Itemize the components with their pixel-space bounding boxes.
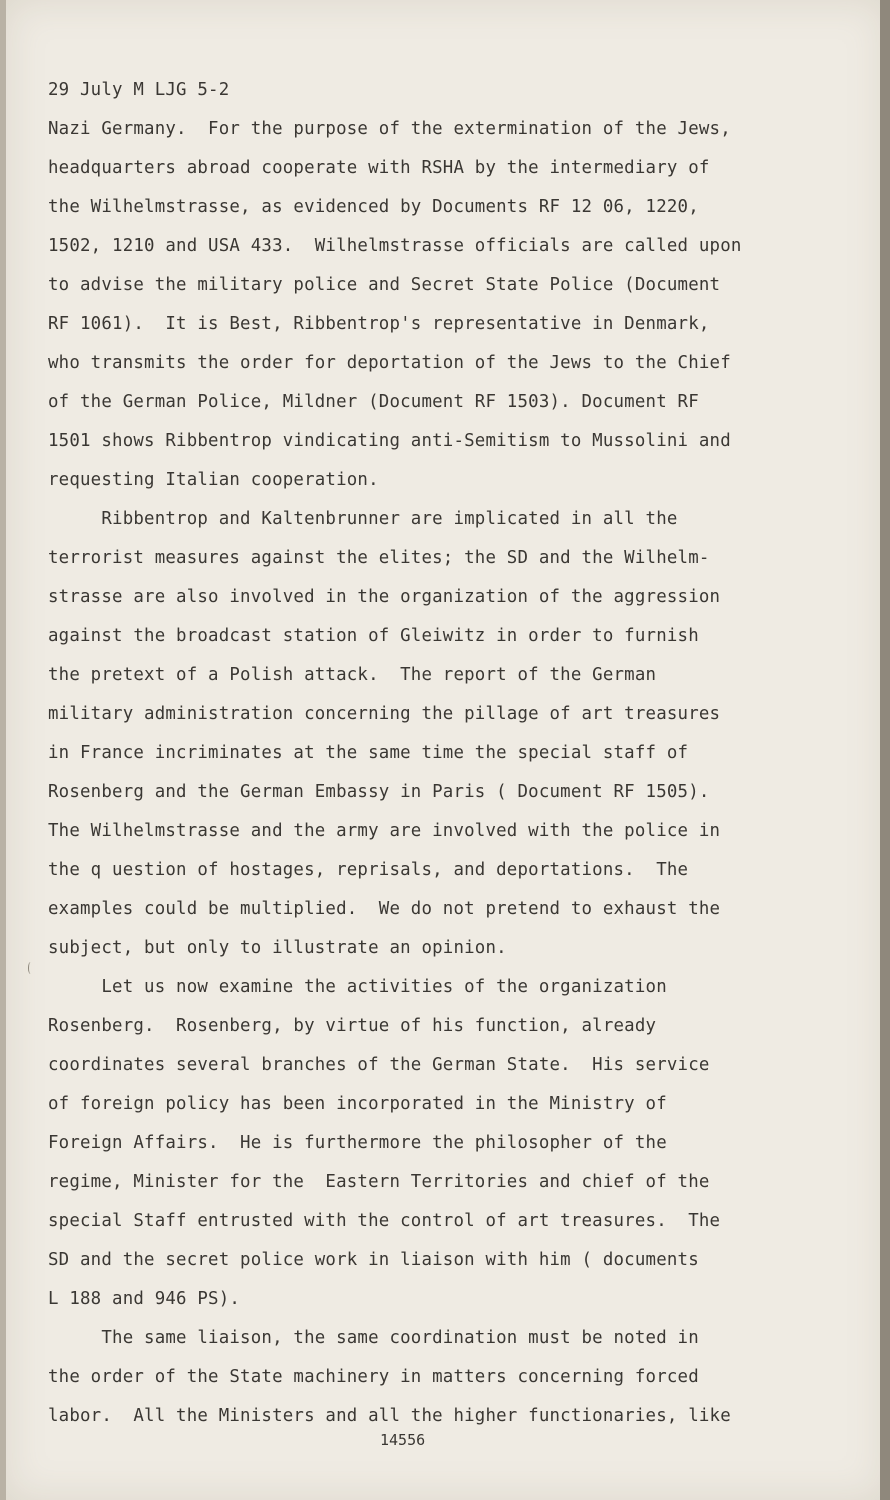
text-line: to advise the military police and Secret State Police (Document (48, 275, 721, 295)
text-line: against the broadcast station of Gleiwitz in order to furnish (48, 626, 699, 646)
text-line: Rosenberg and the German Embassy in Paris ( Document RF 1505). (48, 782, 710, 802)
text-line: the Wilhelmstrasse, as evidenced by Documents RF 12 06, 1220, (48, 197, 699, 217)
text-line: The same liaison, the same coordination must be noted in (48, 1328, 699, 1348)
page-number: 14556 (380, 1431, 426, 1449)
text-line: special Staff entrusted with the control of art treasures. The (48, 1211, 721, 1231)
text-line: Nazi Germany. For the purpose of the extermination of the Jews, (48, 119, 731, 139)
page-edge (880, 0, 890, 1500)
text-line: who transmits the order for deportation of the Jews to the Chief (48, 353, 731, 373)
text-line: coordinates several branches of the German State. His service (48, 1055, 710, 1075)
margin-mark (28, 962, 33, 974)
text-line: Foreign Affairs. He is furthermore the philosopher of the (48, 1133, 667, 1153)
text-line: regime, Minister for the Eastern Territories and chief of the (48, 1172, 710, 1192)
text-line: of the German Police, Mildner (Document RF 1503). Document RF (48, 392, 699, 412)
text-line: in France incriminates at the same time the special staff of (48, 743, 689, 763)
text-line: requesting Italian cooperation. (48, 470, 379, 490)
text-line: subject, but only to illustrate an opinion. (48, 938, 507, 958)
text-line: 1501 shows Ribbentrop vindicating anti-Semitism to Mussolini and (48, 431, 731, 451)
text-line: 1502, 1210 and USA 433. Wilhelmstrasse officials are called upon (48, 236, 742, 256)
text-line: Rosenberg. Rosenberg, by virtue of his function, already (48, 1016, 657, 1036)
text-line: military administration concerning the pillage of art treasures (48, 704, 721, 724)
text-line: labor. All the Ministers and all the higher functionaries, like (48, 1406, 731, 1426)
text-line: the q uestion of hostages, reprisals, and deportations. The (48, 860, 689, 880)
text-line: Let us now examine the activities of the organization (48, 977, 667, 997)
text-line: headquarters abroad cooperate with RSHA by the intermediary of (48, 158, 710, 178)
text-line: the pretext of a Polish attack. The report of the German (48, 665, 657, 685)
text-line: the order of the State machinery in matters concerning forced (48, 1367, 699, 1387)
text-line: L 188 and 946 PS). (48, 1289, 241, 1309)
text-line: of foreign policy has been incorporated in the Ministry of (48, 1094, 667, 1114)
text-line: The Wilhelmstrasse and the army are involved with the police in (48, 821, 721, 841)
text-line: strasse are also involved in the organization of the aggression (48, 587, 721, 607)
text-line: examples could be multiplied. We do not pretend to exhaust the (48, 899, 721, 919)
text-line: SD and the secret police work in liaison with him ( documents (48, 1250, 699, 1270)
page-header: 29 July M LJG 5-2 (48, 80, 230, 100)
text-line: RF 1061). It is Best, Ribbentrop's representative in Denmark, (48, 314, 710, 334)
text-line: Ribbentrop and Kaltenbrunner are implicated in all the (48, 509, 678, 529)
text-line: terrorist measures against the elites; the SD and the Wilhelm- (48, 548, 710, 568)
